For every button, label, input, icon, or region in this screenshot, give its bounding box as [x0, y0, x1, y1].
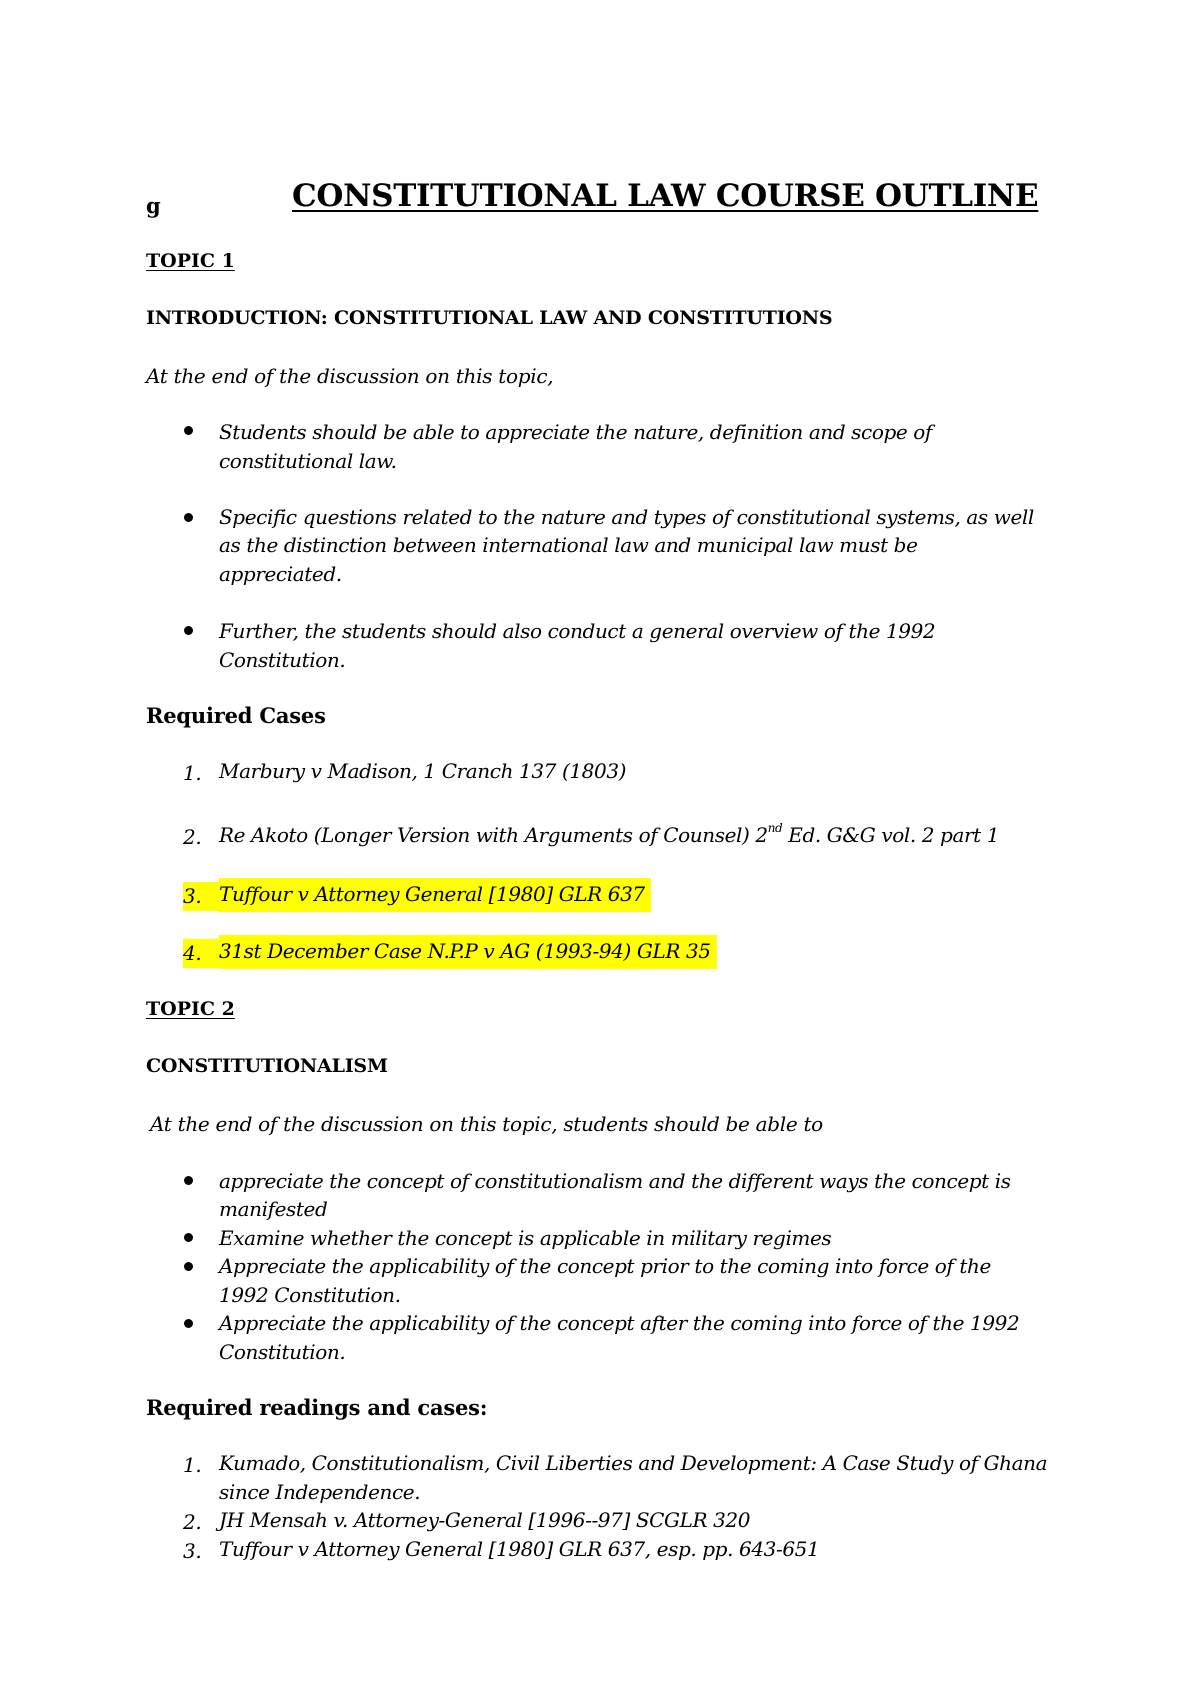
- bullet-line: 1992 Constitution.: [219, 1283, 401, 1307]
- list-number: 1.: [183, 761, 202, 785]
- case-citation: Re Akoto (Longer Version with Arguments of Counsel) 2nd Ed. G&G vol. 2 part 1: [219, 821, 1000, 847]
- bullet-icon: [184, 513, 193, 522]
- bullet-line: Appreciate the applicability of the concept after the coming into force of the 1992: [219, 1311, 1020, 1335]
- bullet-line: Specific questions related to the nature and types of constitutional systems, as well: [219, 505, 1034, 529]
- topic-2-intro: At the end of the discussion on this topic, students should be able to: [150, 1112, 823, 1136]
- list-number: 1.: [183, 1453, 202, 1477]
- bullet-icon: [184, 1233, 193, 1242]
- list-number: 4.: [183, 939, 219, 968]
- bullet-line: Examine whether the concept is applicable in military regimes: [219, 1226, 832, 1250]
- topic-1-intro: At the end of the discussion on this topic,: [146, 364, 554, 388]
- document-title: CONSTITUTIONAL LAW COURSE OUTLINE: [292, 178, 1039, 214]
- stray-character: g: [146, 193, 161, 218]
- required-readings-heading: Required readings and cases:: [146, 1395, 488, 1420]
- reading-line: since Independence.: [219, 1480, 421, 1504]
- bullet-line: Further, the students should also conduct a general overview of the 1992: [219, 619, 936, 643]
- topic-1-heading: INTRODUCTION: CONSTITUTIONAL LAW AND CONSTITUTIONS: [146, 307, 833, 329]
- bullet-icon: [184, 1319, 193, 1328]
- bullet-icon: [184, 1176, 193, 1185]
- bullet-line: Students should be able to appreciate the nature, definition and scope of: [219, 420, 932, 444]
- reading-line: Kumado, Constitutionalism, Civil Liberties and Development: A Case Study of Ghana: [219, 1451, 1048, 1475]
- reading-line: JH Mensah v. Attorney-General [1996--97] SCGLR 320: [219, 1508, 751, 1532]
- topic-1-label: TOPIC 1: [146, 250, 235, 272]
- list-number: 3.: [183, 1539, 202, 1563]
- bullet-icon: [184, 1262, 193, 1271]
- bullet-line: Constitution.: [219, 1340, 346, 1364]
- case-citation: Tuffour v Attorney General [1980] GLR 637: [219, 878, 651, 912]
- bullet-icon: [184, 426, 193, 435]
- bullet-line: Constitution.: [219, 648, 346, 672]
- bullet-line: constitutional law.: [219, 449, 397, 473]
- list-number: 2.: [183, 825, 202, 849]
- bullet-line: manifested: [219, 1197, 328, 1221]
- bullet-line: appreciate the concept of constitutionalism and the different ways the concept is: [219, 1169, 1011, 1193]
- required-cases-heading: Required Cases: [146, 703, 326, 728]
- case-citation: 31st December Case N.P.P v AG (1993-94) GLR 35: [219, 935, 717, 969]
- bullet-line: Appreciate the applicability of the concept prior to the coming into force of the: [219, 1254, 991, 1278]
- reading-line: Tuffour v Attorney General [1980] GLR 637, esp. pp. 643-651: [219, 1537, 820, 1561]
- bullet-icon: [184, 626, 193, 635]
- list-number: 2.: [183, 1510, 202, 1534]
- case-citation: Marbury v Madison, 1 Cranch 137 (1803): [219, 759, 627, 783]
- topic-2-label: TOPIC 2: [146, 998, 235, 1020]
- list-number: 3.: [183, 882, 219, 911]
- topic-2-heading: CONSTITUTIONALISM: [146, 1055, 388, 1077]
- bullet-line: as the distinction between international law and municipal law must be: [219, 533, 918, 557]
- bullet-line: appreciated.: [219, 562, 342, 586]
